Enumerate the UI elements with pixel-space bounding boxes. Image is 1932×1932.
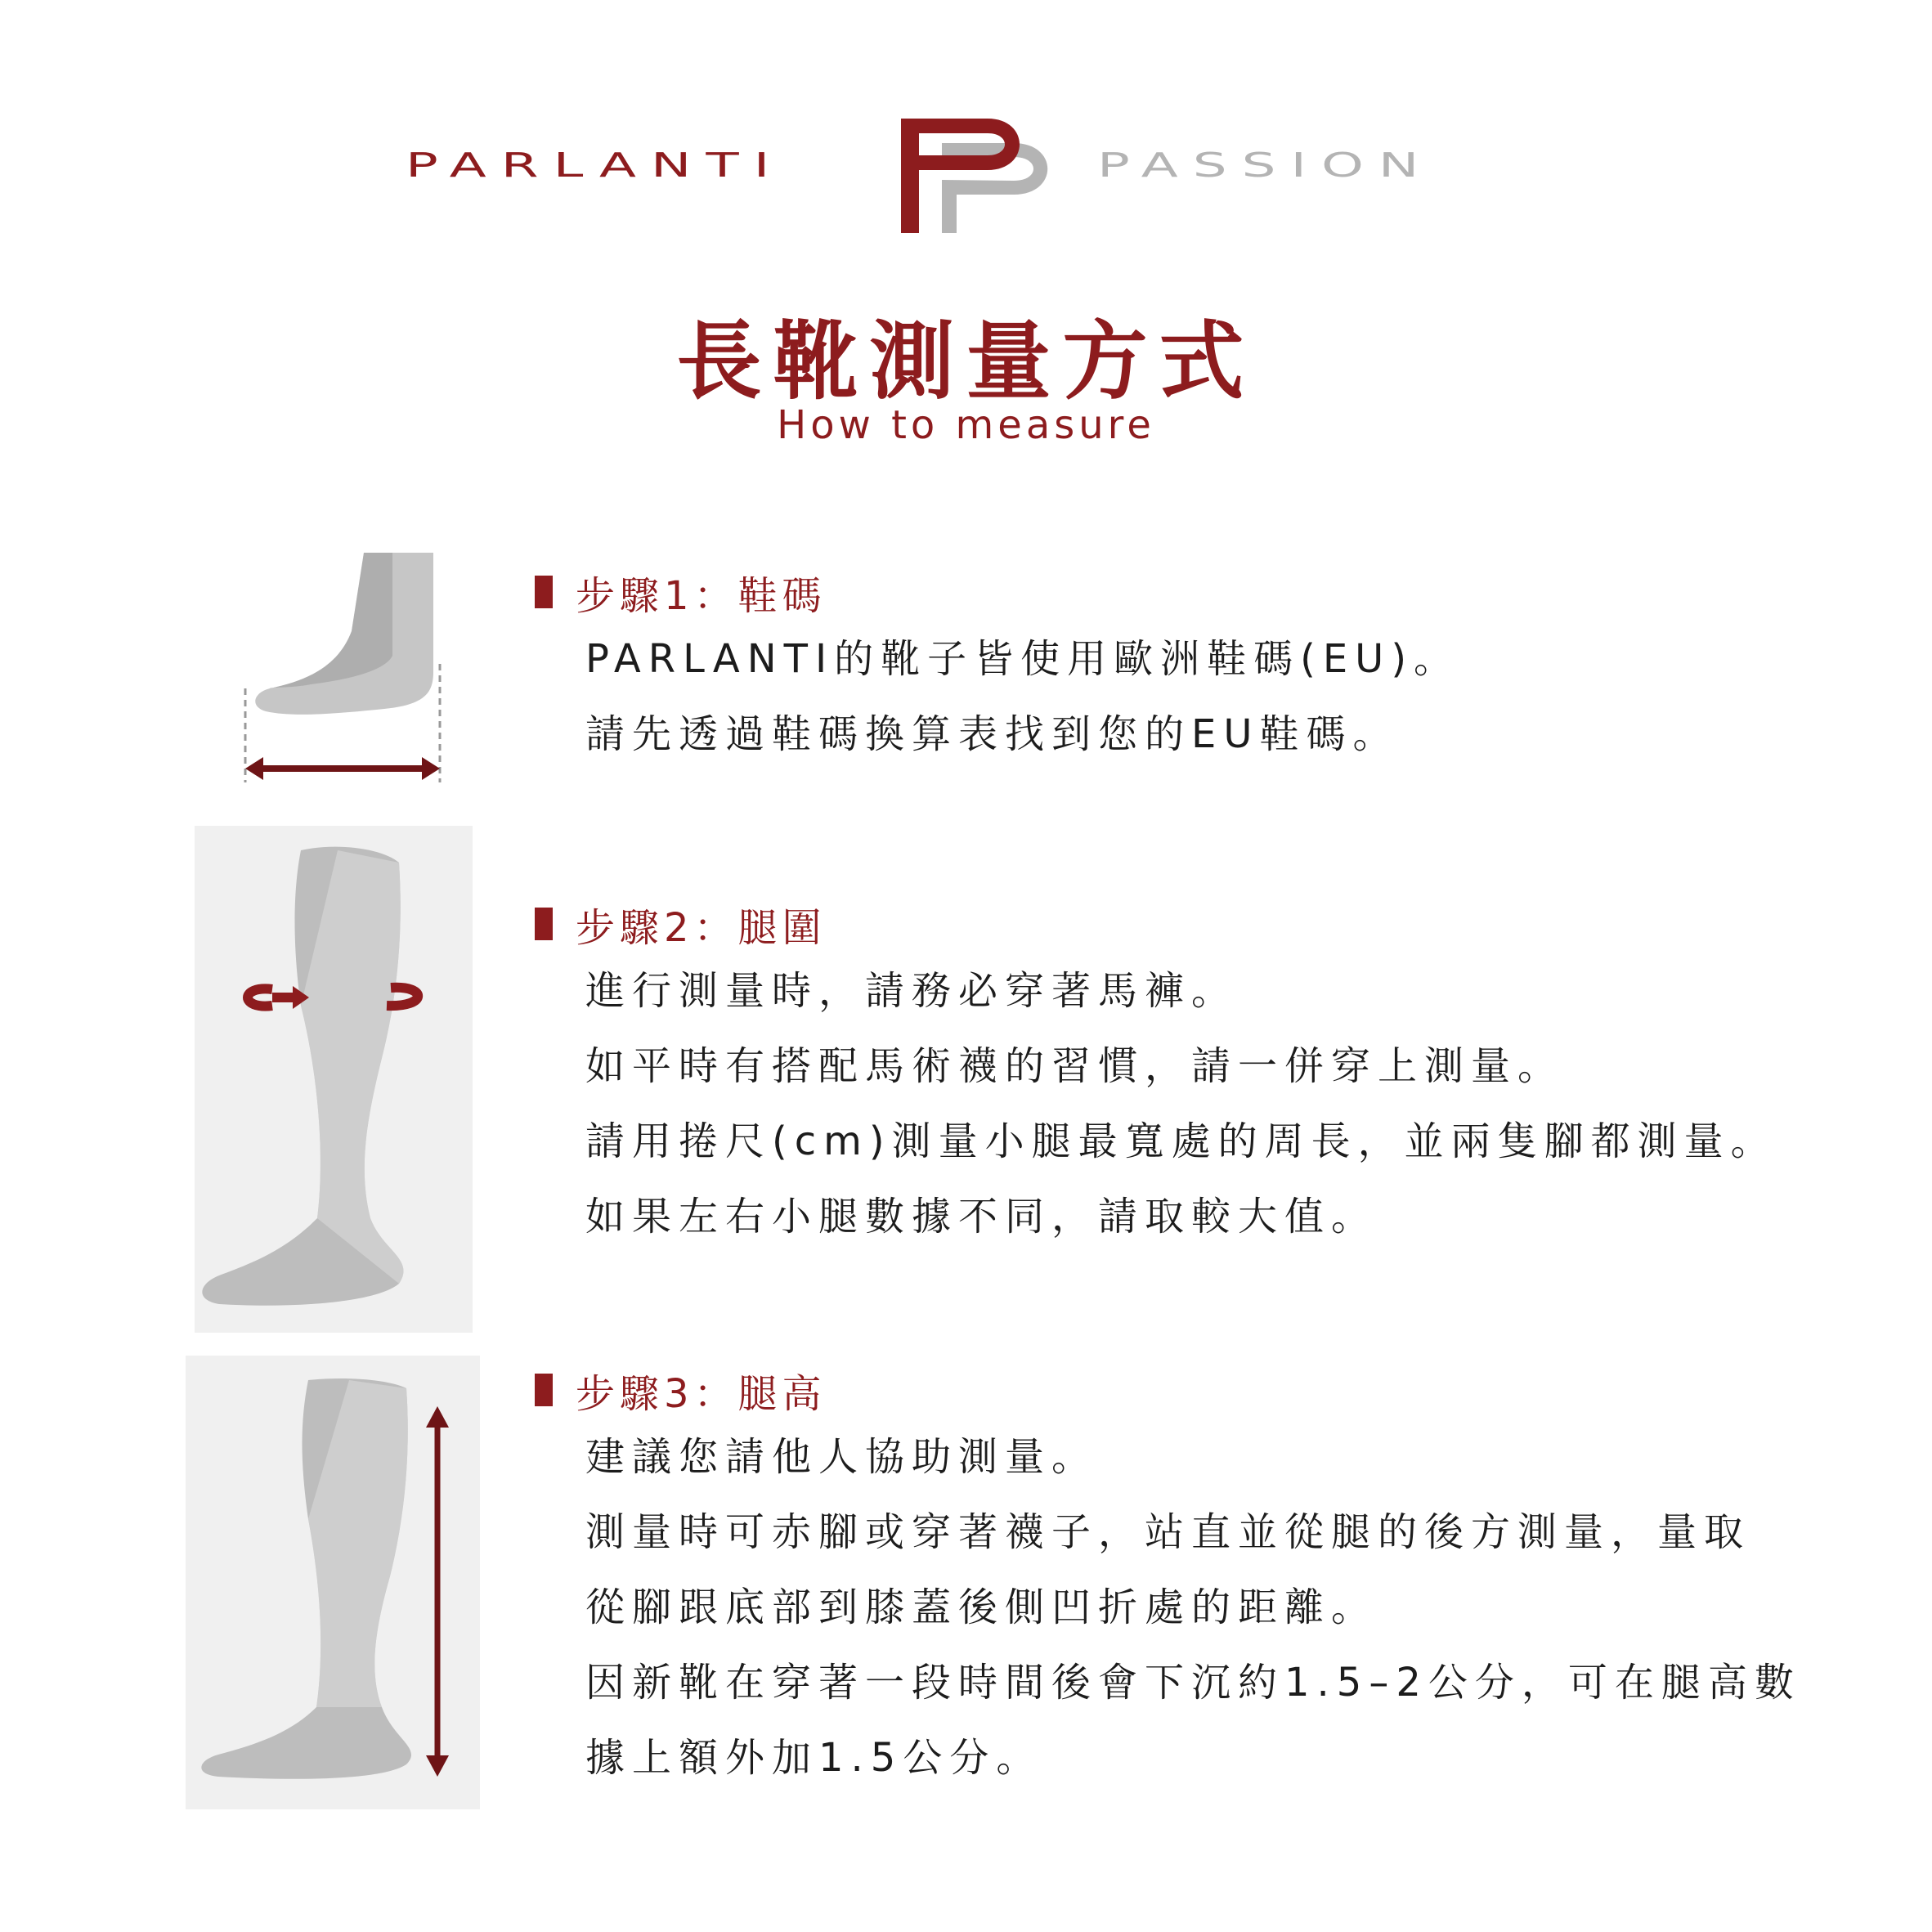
step-line: 從腳跟底部到膝蓋後側凹折處的距離。 <box>585 1585 1378 1630</box>
step-line: 建議您請他人協助測量。 <box>585 1434 1099 1480</box>
step-line: 據上額外加1.5公分。 <box>585 1735 1043 1781</box>
step-line: 請先透過鞋碼換算表找到您的EU鞋碼。 <box>585 711 1400 757</box>
page-subtitle: How to measure <box>777 402 1155 448</box>
step-line: 測量時可赤腳或穿著襪子，站直並從腿的後方測量，量取 <box>585 1509 1751 1555</box>
brand-logo <box>0 106 1932 245</box>
step-bullet <box>535 1374 553 1406</box>
logo-text-parlanti: PARLANTI <box>406 146 785 186</box>
calf-circumference-icon <box>195 826 473 1333</box>
foot-length-icon <box>221 549 458 787</box>
step-title: 步驟1：鞋碼 <box>576 573 827 619</box>
step-line: PARLANTI的靴子皆使用歐洲鞋碼(EU)。 <box>585 636 1461 682</box>
step-bullet <box>535 576 553 608</box>
page-title: 長靴測量方式 <box>676 312 1256 411</box>
logo-text-passion: PASSION <box>1097 146 1434 186</box>
step-3 <box>535 1362 1801 1795</box>
step-line: 如平時有搭配馬術襪的習慣，請一併穿上測量。 <box>585 1043 1565 1089</box>
step-line: 請用捲尺(cm)測量小腿最寬處的周長，並兩隻腳都測量。 <box>585 1118 1777 1164</box>
step-line: 進行測量時，請務必穿著馬褲。 <box>585 968 1239 1014</box>
step-title: 步驟3：腿高 <box>576 1371 827 1417</box>
step-2 <box>535 896 1777 1254</box>
step-title: 步驟2：腿圍 <box>576 905 827 951</box>
step-line: 如果左右小腿數據不同，請取較大值。 <box>585 1194 1378 1239</box>
step-1 <box>535 564 1460 772</box>
pp-monogram-icon <box>891 106 1071 245</box>
step-line: 因新靴在穿著一段時間後會下沉約1.5–2公分，可在腿高數 <box>585 1660 1801 1706</box>
step-bullet <box>535 908 553 940</box>
leg-height-icon <box>186 1356 480 1809</box>
